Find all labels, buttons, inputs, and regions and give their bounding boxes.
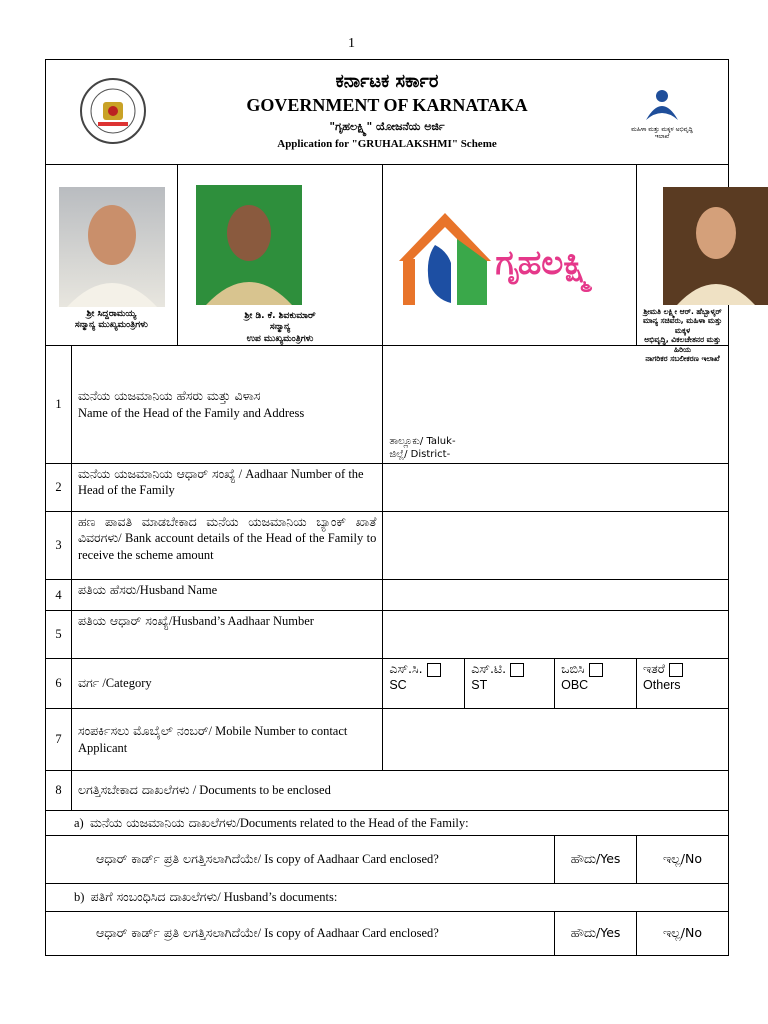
no-option-a[interactable] (637, 836, 729, 884)
documents-section-a (46, 811, 729, 836)
dept-logo-icon (626, 86, 698, 141)
field-label (71, 464, 382, 512)
label-kannada: ಹಣ ಪಾವತಿ ಮಾಡಬೇಕಾದ ಮನೆಯ ಯಜಮಾನಿಯ ಬ್ಯಾಂಕ್ ಖಾತೆ ವಿವರಗಳು (77, 514, 377, 546)
portrait-photo (663, 187, 768, 305)
label-kannada: ಪತಿಗೆ ಸಂಬಂಧಿಸಿದ ದಾಖಲೆಗಳು (90, 889, 218, 905)
option-kannada: ಎಸ್.ಸಿ. (389, 661, 423, 676)
gruhalakshmi-logo-icon (395, 199, 495, 311)
label-kannada: ಪತಿಯ ಹೆಸರು (77, 582, 137, 597)
option-english: ST (471, 678, 488, 693)
label-english: / Documents to be enclosed (189, 783, 331, 798)
label-english: /Category (99, 676, 152, 691)
option-kannada: ಇತರೆ (643, 661, 665, 676)
field-label (71, 611, 382, 659)
label-english: / Aadhaar Number of the Head of the Family (77, 467, 364, 498)
application-form (45, 59, 729, 956)
checkbox[interactable] (510, 663, 524, 677)
category-option-st[interactable] (465, 659, 555, 709)
question-aadhaar-husband (46, 912, 555, 956)
bank-details-field[interactable] (383, 512, 729, 580)
option-english: Others (643, 678, 681, 693)
label-kannada: ಆಧಾರ್ ಕಾರ್ಡ್ ಪ್ರತಿ ಲಗತ್ತಿಸಲಾಗಿದೆಯೇ (96, 851, 258, 867)
section-label: a) (74, 815, 84, 830)
option-kannada: ಎಸ್.ಟಿ. (471, 661, 507, 676)
photo-caption-2: ಶ್ರೀ ಡಿ. ಕೆ. ಶಿವಕುಮಾರ್ ಸನ್ಮಾನ್ಯ ಉಪ ಮುಖ್ಯಮಂತ್ರಿಗಳು (244, 311, 316, 344)
page-number: 1 (348, 36, 355, 51)
option-english: SC (389, 678, 407, 693)
dept-logo-text: ಮಹಿಳಾ ಮತ್ತು ಮಕ್ಕಳ ಅಭಿವೃದ್ಧಿ ಇಲಾಖೆ (631, 126, 693, 141)
row-number: 7 (46, 709, 72, 771)
yes-label: ಹೌದು/Yes (570, 851, 621, 867)
label-kannada: ಮನೆಯ ಯಜಮಾನಿಯ ಹೆಸರು ಮತ್ತು ವಿಳಾಸ (77, 388, 261, 404)
option-english: OBC (561, 678, 589, 693)
field-label (71, 659, 382, 709)
checkbox[interactable] (427, 663, 441, 677)
label-english: / Mobile Number to contact Applicant (77, 724, 348, 755)
label-kannada: ಸಂಪರ್ಕಿಸಲು ಮೊಬೈಲ್ ನಂಬರ್ (77, 723, 209, 739)
row-number: 3 (46, 512, 72, 580)
category-option-others[interactable] (637, 659, 729, 709)
yes-label: ಹೌದು/Yes (570, 925, 621, 941)
page-subtitle: Application for "GRUHALAKSHMI" Scheme (277, 138, 497, 151)
documents-section-b (46, 884, 729, 912)
row-number: 4 (46, 580, 72, 611)
label-kannada: ಪತಿಯ ಆಧಾರ್ ಸಂಖ್ಯೆ (77, 613, 169, 628)
kannada-subtitle: "ಗೃಹಲಕ್ಷ್ಮಿ" ಯೋಜನೆಯ ಅರ್ಜಿ (329, 119, 445, 133)
yes-option-b[interactable] (555, 912, 637, 956)
form-header (46, 60, 729, 165)
label-english: /Husband’s Aadhaar Number (168, 614, 314, 628)
category-option-sc[interactable] (383, 659, 465, 709)
question-aadhaar-head (46, 836, 555, 884)
gruhalakshmi-logo-text: ಗೃಹಲಕ್ಷ್ಮಿ (495, 243, 593, 283)
portrait-photo (59, 187, 165, 307)
photo-cell-3 (637, 165, 729, 363)
label-kannada: ಮನೆಯ ಯಜಮಾನಿಯ ದಾಖಲೆಗಳು (89, 814, 237, 830)
field-label (71, 346, 382, 464)
mobile-number-field[interactable] (383, 709, 729, 771)
husband-name-field[interactable] (383, 580, 729, 611)
field-label (71, 709, 382, 771)
category-option-obc[interactable] (555, 659, 637, 709)
no-label: ಇಲ್ಲ/No (663, 925, 702, 941)
option-kannada: ಒಬಿಸಿ (561, 661, 585, 676)
field-label (71, 580, 382, 611)
photo-caption-1: ಶ್ರೀ ಸಿದ್ದರಾಮಯ್ಯ ಸನ್ಮಾನ್ಯ ಮುಖ್ಯಮಂತ್ರಿಗಳು (74, 309, 148, 331)
row-number: 6 (46, 659, 72, 709)
row-number: 8 (46, 771, 72, 811)
row-number: 1 (46, 346, 72, 464)
photo-cell-2 (177, 165, 383, 346)
page-title: GOVERNMENT OF KARNATAKA (246, 95, 528, 116)
label-english: / Is copy of Aadhaar Card enclosed? (257, 926, 439, 941)
label-kannada: ಲಗತ್ತಿಸಬೇಕಾದ ದಾಖಲೆಗಳು (77, 782, 190, 798)
row-number: 5 (46, 611, 72, 659)
label-english: /Documents related to the Head of the Family: (236, 815, 469, 830)
taluk-label: ತಾಲ್ಲೂಕು/ Taluk- (389, 436, 456, 447)
aadhaar-number-field[interactable] (383, 464, 729, 512)
district-label: ಜಿಲ್ಲೆ/ District- (389, 449, 451, 460)
documents-heading (71, 771, 728, 811)
label-kannada: ಮನೆಯ ಯಜಮಾನಿಯ ಆಧಾರ್ ಸಂಖ್ಯೆ (77, 466, 236, 481)
row-number: 2 (46, 464, 72, 512)
label-english: /Husband Name (136, 583, 218, 597)
portrait-photo (196, 185, 302, 305)
label-english: / Bank account details of the Head of the Family to receive the scheme amount (77, 531, 377, 562)
label-english: Name of the Head of the Family and Address (77, 405, 305, 420)
label-english: / Is copy of Aadhaar Card enclosed? (257, 852, 439, 867)
yes-option-a[interactable] (555, 836, 637, 884)
checkbox[interactable] (669, 663, 683, 677)
kannada-title: ಕರ್ನಾಟಕ ಸರ್ಕಾರ (335, 71, 439, 92)
label-english: / Husband’s documents: (217, 890, 338, 905)
label-kannada: ವರ್ಗ (77, 675, 100, 691)
no-label: ಇಲ್ಲ/No (663, 851, 702, 867)
field-label (71, 512, 382, 580)
no-option-b[interactable] (637, 912, 729, 956)
husband-aadhaar-field[interactable] (383, 611, 729, 659)
photo-cell-1 (46, 165, 178, 346)
section-label: b) (74, 890, 85, 905)
gruhalakshmi-logo-cell (383, 165, 637, 346)
checkbox[interactable] (589, 663, 603, 677)
label-kannada: ಆಧಾರ್ ಕಾರ್ಡ್ ಪ್ರತಿ ಲಗತ್ತಿಸಲಾಗಿದೆಯೇ (96, 925, 258, 941)
photo-caption-3: ಶ್ರೀಮತಿ ಲಕ್ಷ್ಮೀ ಆರ್. ಹೆಬ್ಬಾಳ್ಕರ್ ಮಾನ್ಯ ಸಚಿವರು, ಮಹಿಳಾ ಮತ್ತು ಮಕ್ಕಳ ಅಭಿವೃದ್ಧಿ, ವಿಕಲಚೇತನರ ಮತ್ತು ಹಿರಿಯ ನಾಗರಿಕರ ಸಬಲೀಕರಣ ಇಲಾಖೆ (643, 307, 723, 363)
